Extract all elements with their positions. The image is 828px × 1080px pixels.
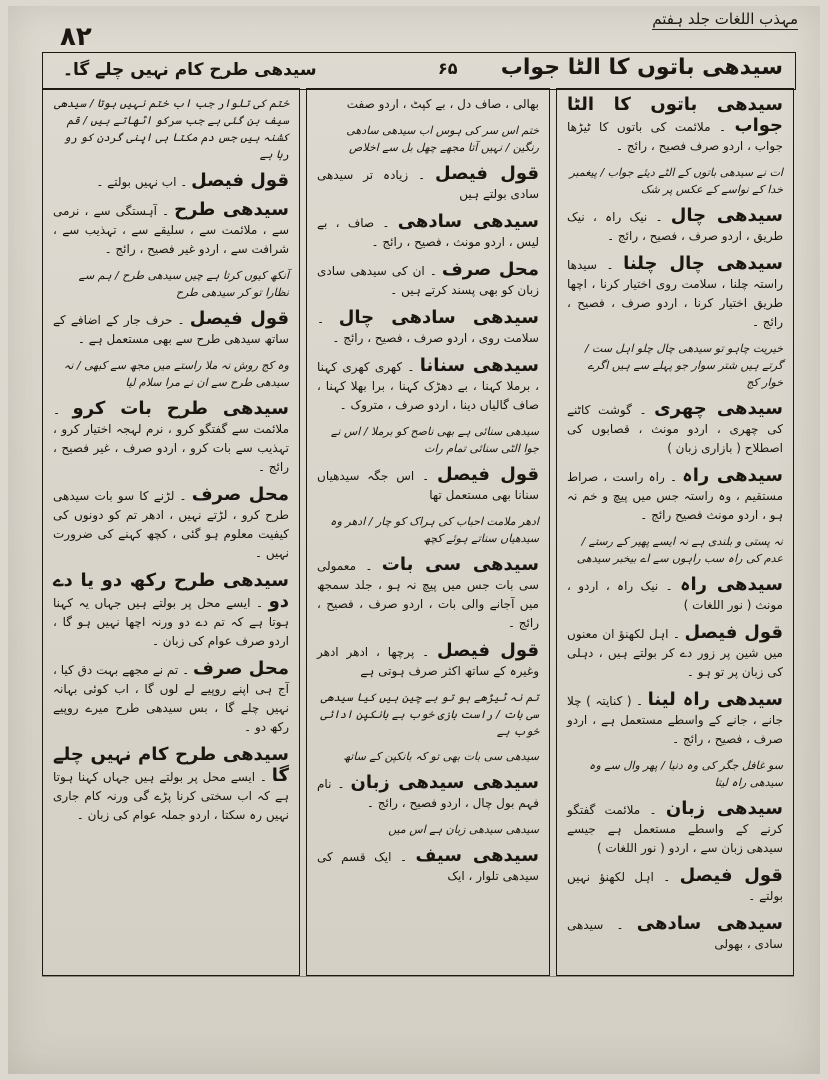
entry-definition: ۔ نام فہم بول چال ، اردو فصیح ، رائج ۔ <box>317 777 539 810</box>
entry-headword: محل صرف <box>193 658 289 679</box>
entry-definition: ۔ ملائمت سے گفتگو کرو ، نرم لہجہ اختیار کرو ، تہذیب سے بات کرو ، اردو صرف ، غیر فصیح ، رائج ۔ <box>53 403 289 474</box>
verse-quote: سیدھی سنائی ہے بھی ناصح کو برملا / اس نے جوا الٹی سنائی تمام رات <box>330 425 539 455</box>
entry-headword: سیدھی چال <box>670 205 783 226</box>
entry-headword: محل صرف <box>441 259 539 280</box>
entry-headword: سیدھی سادھی <box>636 913 783 934</box>
entry-headword: سیدھی طرح بات کرو <box>72 398 289 419</box>
entry-definition: ۔ ( کنایتہ ) چلا جانے ، جانے کے واسطے مستعمل ہے ، اردو صرف ، فصیح ، رائج ۔ <box>567 694 783 746</box>
entry-definition: ۔ نیک راہ ، اردو ، مونث ( نور اللغات ) <box>567 579 783 612</box>
dictionary-entry <box>53 745 289 825</box>
dictionary-entry <box>317 164 539 204</box>
entry-headword: سیدھی سنانا <box>419 355 539 376</box>
verse-quote: سو غافل جگر کی وہ دنیا / پھر وال سے وہ سیدھی راہ لیتا <box>589 759 783 789</box>
dictionary-entry <box>567 690 783 749</box>
dictionary-entry <box>567 466 783 525</box>
entry-headword: محل صرف <box>191 484 289 505</box>
entry-headword: قول فیصل <box>437 464 539 485</box>
dictionary-entry <box>53 399 289 477</box>
entry-definition: ۔ ان کی سیدھی سادی زبان کو بھی پسند کرتے ہیں ۔ <box>317 264 539 297</box>
entry-definition: ۔ سلامت روی ، اردو صرف ، فصیح ، رائج ۔ <box>317 312 539 345</box>
entry-definition: ۔ صاف ، بے لیس ، اردو مونث ، فصیح ، رائج ۔ <box>317 216 539 249</box>
dictionary-entry <box>53 659 289 737</box>
entry-definition: ۔ ملائمت گفتگو کرنے کے واسطے مستعمل ہے جیسے سیدھی زبان سے ، اردو ( نور اللغات ) <box>567 803 783 855</box>
entry-definition: ۔ آہستگی سے ، نرمی سے ، ملائمت سے ، سلیقے سے ، تہذیب سے ، شرافت سے ، اردو غیر فصیح ، رائج ۔ <box>53 204 289 256</box>
verse-quote: ات نے سیدھی باتوں کے الٹے دیئے جواب / پیغمبر خدا کے نواسے کے عکس پر شک <box>569 166 783 196</box>
entry-definition: ۔ اہل لکھنؤ نہیں بولتے ۔ <box>567 870 783 903</box>
verse-quote: سیدھی سی بات بھی تو کہ بانکپن کے ساتھ <box>343 750 539 763</box>
book-title: مہذب اللغات جلد ہفتم <box>652 10 798 28</box>
entry-definition: ۔ اس جگہ سیدھیاں سنانا بھی مستعمل تھا <box>317 469 539 502</box>
dictionary-entry <box>317 641 539 681</box>
bottom-rule <box>42 976 794 977</box>
entry-headword: قول فیصل <box>189 308 289 329</box>
entry-headword: سیدھی زبان <box>665 798 783 819</box>
entry-headword: قول فیصل <box>679 865 783 886</box>
entry-definition: ۔ راہ راست ، صراط مستقیم ، وہ راستہ جس میں پیچ و خم نہ ہو ، اردو مونث فصیح رائج ۔ <box>567 470 783 522</box>
entry-definition: ۔ ایک قسم کی سیدھی تلوار ، ایک <box>317 850 539 883</box>
entry-headword: سیدھی راہ <box>679 574 783 595</box>
entry-definition: ۔ ایسے محل پر بولتے ہیں جہاں یہ کہنا ہوتا ہے کہ تم دے دو ورنہ اچھا نہیں ہو گا ، اردو صرف عوام کی زبان ۔ <box>53 596 289 648</box>
dictionary-entry <box>567 206 783 246</box>
entry-definition: ۔ حرف جار کے اضافے کے ساتھ سیدھی طرح سے بھی مستعمل ہے ۔ <box>53 313 289 346</box>
verse-quote: سیدھی سیدھی زبان ہے اس میں <box>388 823 539 836</box>
entry-headword: سیدھی سی بات <box>381 554 539 575</box>
entry-headword: قول فیصل <box>191 170 289 191</box>
entry-definition: ۔ سیدھا راستہ چلنا ، سلامت روی اختیار کرنا ، اچھا طریق اختیار کرنا ، اردو صرف ، فصیح ، رائج ۔ <box>567 258 783 329</box>
dictionary-entry <box>53 200 289 259</box>
entry-headword: سیدھی طرح <box>174 199 289 220</box>
dictionary-entry <box>567 399 783 458</box>
verse-quote: ادھر ملامت احباب کی ہراک کو چار / ادھر وہ سیدھیاں سناتے ہوئے کچھ <box>330 515 539 545</box>
dictionary-entry <box>317 465 539 505</box>
entry-headword: قول فیصل <box>684 622 783 643</box>
column-middle <box>306 88 550 976</box>
dictionary-entry <box>53 309 289 349</box>
dictionary-entry <box>567 254 783 332</box>
dictionary-entry <box>53 485 289 563</box>
dictionary-entry <box>317 555 539 633</box>
entry-definition: ۔ نیک راہ ، نیک طریق ، اردو صرف ، فصیح ، رائج ۔ <box>567 210 783 243</box>
entry-headword: سیدھی طرح کام نہیں چلے گا <box>53 744 289 786</box>
entry-headword: سیدھی چھری <box>654 398 783 419</box>
dictionary-entry <box>317 356 539 415</box>
entry-definition: ۔ ایسے محل پر بولتے ہیں جہاں کہنا ہوتا ہے کہ اب سختی کرنا پڑے گی ورنہ کام جاری نہیں رہ سکتا ، اردو جملہ عوام کی زبان ۔ <box>53 770 289 822</box>
entry-headword: سیدھی باتوں کا الٹا جواب <box>567 94 783 136</box>
dictionary-entry <box>317 308 539 348</box>
dictionary-entry <box>317 846 539 886</box>
entry-definition: ۔ گوشت کاٹنے کی چھری ، اردو مونث ، قصابوں کی اصطلاح ( بازاری زبان ) <box>567 403 783 455</box>
page-marker: ۶۵ <box>438 59 458 78</box>
entry-headword: سیدھی چال چلنا <box>623 253 783 274</box>
entry-headword: سیدھی راہ لینا <box>647 689 783 710</box>
entry-definition: بھالی ، صاف دل ، بے کپٹ ، اردو صفت <box>346 97 539 111</box>
dictionary-entry <box>567 914 783 954</box>
verse-quote: خیریت چاہو تو سیدھی چال چلو اہل ست / گرتے ہیں شتر سوار جو پہلے سے ہیں اگرے خوار کج <box>584 342 783 389</box>
entry-definition: ۔ تم نے مجھے بہت دق کیا ، آج ہی اپنے روپیے لے لوں گا ، اب کوئی بہانہ نہیں چلے گا ، بس سیدھی طرح میرے روپیے رکھ دو ۔ <box>53 663 289 734</box>
dictionary-entry <box>53 171 289 192</box>
page-number: ۸۲ <box>60 22 92 52</box>
entry-definition: ۔ لڑنے کا سو بات سیدھی طرح کرو ، لڑتے نہیں ، ادھر تم کو دونوں کی کیفیت معلوم ہو گئی ، کچھ کہنے کی ضرورت نہیں ۔ <box>53 489 289 560</box>
entry-headword: سیدھی سادھی <box>397 211 539 232</box>
dictionary-entry <box>567 623 783 682</box>
verse-quote: تم نہ ٹیڑھے ہو تو بے چین ہیں کیا سیدھی سی بات / راست بازی خوب ہے بانکپن ادائی خوب ہے <box>320 691 539 738</box>
entry-definition: ۔ معمولی سی بات جس میں پیچ نہ ہو ، جلد سمجھ میں آجانے والی بات ، اردو صرف ، فصیح ، رائج ۔ <box>317 559 539 630</box>
entry-headword: قول فیصل <box>435 163 539 184</box>
entry-headword: سیدھی سیف <box>415 845 539 866</box>
dictionary-entry <box>567 575 783 615</box>
entry-definition: ۔ زیادہ تر سیدھی سادی بولتے ہیں <box>317 168 539 201</box>
verse-quote: ختم اس سر کی ہوس اب سیدھی سادھی رنگین / نہیں آتا مجھے چھل بل سے اخلاص <box>346 124 539 154</box>
entry-definition: ۔ اہل لکھنؤ ان معنوں میں شین پر زور دے کر بولتے ہیں ، دہلی کی زبان پر تو ہو ۔ <box>567 627 783 679</box>
column-left <box>42 88 300 976</box>
dictionary-entry <box>317 212 539 252</box>
dictionary-entry <box>317 773 539 813</box>
column-right <box>556 88 794 976</box>
dictionary-entry <box>567 799 783 858</box>
running-header <box>42 52 796 90</box>
dictionary-entry <box>567 95 783 156</box>
running-head-left: سیدھی طرح کام نہیں چلے گا۔ <box>63 60 317 80</box>
entry-headword: قول فیصل <box>437 640 539 661</box>
entry-definition: ۔ ملائمت کی باتوں کا ٹیڑھا جواب ، اردو صرف فصیح ، رائج ۔ <box>567 120 783 153</box>
running-head-right: سیدھی باتوں کا الٹا جواب <box>500 55 783 80</box>
verse-quote: وہ کج روش نہ ملا راستے میں مجھ سے کبھی / نہ سیدھی طرح سے ان نے مرا سلام لیا <box>63 359 289 389</box>
dictionary-entry <box>317 95 539 114</box>
entry-headword: سیدھی سادھی چال <box>338 307 539 328</box>
entry-definition: ۔ اب نہیں بولتے ۔ <box>96 175 188 189</box>
entry-headword: سیدھی سیدھی زبان <box>350 772 539 793</box>
entry-headword: سیدھی طرح رکھ دو یا دے دو <box>53 570 289 612</box>
entry-definition: ۔ پرچھا ، ادھر ادھر وغیرہ کے ساتھ اکثر صرف ہوتی ہے <box>317 645 539 678</box>
verse-quote: آنکھ کیوں کرتا ہے چیں سیدھی طرح / ہم سے نظارا تو کر سیدھی طرح <box>78 269 289 299</box>
dictionary-entry <box>567 866 783 906</box>
verse-quote: ختم کی تلوار جب اب ختم نہیں ہوتا / سیدھی سیف بن گئی ہے جب سرکو اٹھاتے ہیں / قم کشنہ ہیں جس دم مکتا ہی اپنی گردن کو رو رہا ہے <box>54 97 289 161</box>
entry-headword: سیدھی راہ <box>682 465 783 486</box>
entry-definition: ۔ کھری کھری کہنا ، برملا کہنا ، بے دھڑک کہنا ، برا بھلا کہنا ، صاف گالیاں دینا ، اردو صرف ، متروک ۔ <box>317 360 539 412</box>
dictionary-entry <box>317 260 539 300</box>
dictionary-entry <box>53 571 289 651</box>
entry-definition: ۔ سیدھی سادی ، بھولی <box>567 918 783 951</box>
verse-quote: نہ پستی و بلندی ہے نہ ایسے پھیر کے رستے / عدم کی راہ سب راہوں سے اے بیخبر سیدھی <box>576 535 783 565</box>
